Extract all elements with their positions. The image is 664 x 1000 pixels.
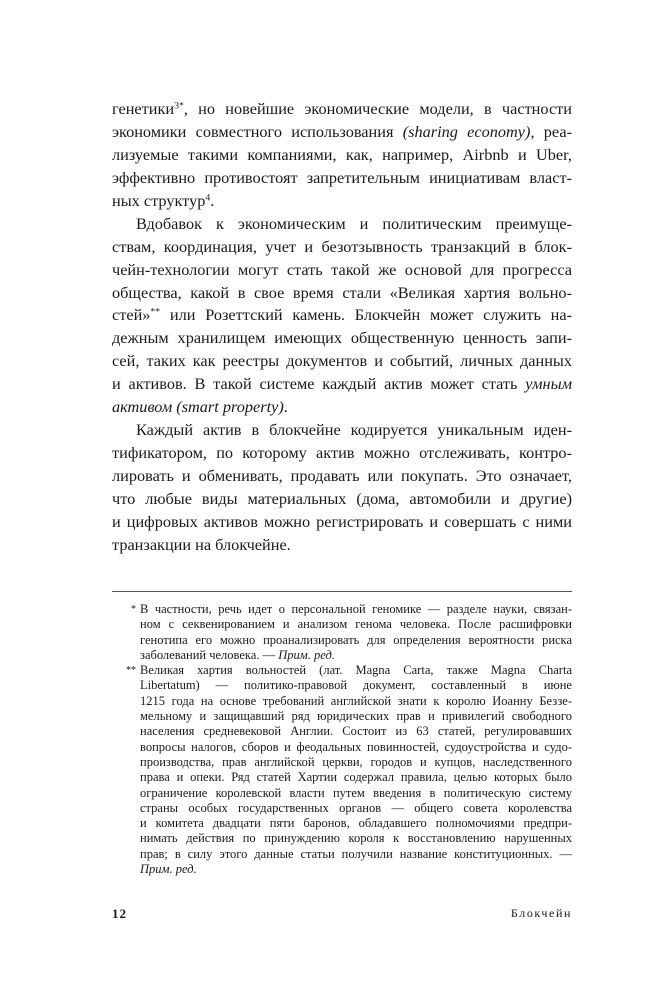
text-segment: лизуемые такими компаниями, как, например, Airbnb и Uber, bbox=[112, 144, 572, 164]
page-number: 12 bbox=[112, 906, 127, 921]
text-line bbox=[140, 663, 572, 678]
italic-text: умным bbox=[525, 374, 572, 394]
text-line bbox=[112, 534, 572, 557]
text-line bbox=[112, 350, 572, 373]
text-line bbox=[140, 617, 572, 632]
text-segment: Libertatum) — политико-правовой документ, составленный в июне bbox=[140, 678, 572, 693]
text-line bbox=[112, 373, 572, 396]
text-line bbox=[112, 167, 572, 190]
footnote bbox=[126, 663, 572, 877]
text-line bbox=[140, 786, 572, 801]
text-segment: генетики bbox=[112, 99, 175, 118]
text-line bbox=[112, 190, 572, 213]
text-segment: прав; в силу этого данные статьи получили название конституционных. — bbox=[140, 846, 572, 861]
text-line bbox=[112, 213, 572, 236]
text-segment: Вдобавок к экономическим и политическим преимуще- bbox=[136, 213, 572, 233]
footnote-mark: * bbox=[131, 604, 136, 615]
text-line bbox=[140, 816, 572, 831]
text-segment: тификатором, по которому актив можно отслеживать, контро- bbox=[112, 443, 572, 463]
footnote-reference: 4 bbox=[205, 192, 211, 204]
text-line bbox=[112, 304, 572, 327]
paragraph bbox=[112, 213, 572, 419]
text-segment: нимать действия по принуждению короля к восстановлению нарушенных bbox=[140, 831, 572, 846]
text-line bbox=[140, 709, 572, 724]
text-line bbox=[112, 121, 572, 144]
text-segment: сей, таких как реестры документов и событий, личных данных bbox=[112, 351, 572, 371]
text-line bbox=[140, 847, 572, 862]
text-segment: , реа- bbox=[530, 121, 572, 141]
italic-text: Прим. ред. bbox=[140, 862, 197, 877]
footnote-mark: ** bbox=[126, 665, 136, 677]
text-segment: ных структур bbox=[112, 190, 206, 210]
italic-text: (sharing economy) bbox=[402, 121, 531, 141]
footnotes bbox=[126, 602, 572, 877]
text-segment: права и опеки. Ряд статей Хартии содержал правила, целью которых было bbox=[140, 770, 572, 785]
text-segment: ствам, координация, учет и безотзывность транзакций в блок- bbox=[112, 236, 572, 256]
text-line bbox=[112, 144, 572, 167]
footnote-reference: 3* bbox=[174, 100, 184, 112]
text-segment: Каждый актив в блокчейне кодируется уникальным иден- bbox=[136, 420, 572, 440]
text-segment: ном с секвенированием и анализом генома человека. После расшифровки bbox=[140, 617, 572, 632]
paragraph bbox=[112, 98, 572, 213]
text-line bbox=[140, 633, 572, 648]
text-line bbox=[140, 602, 572, 617]
text-segment: . bbox=[210, 190, 215, 210]
text-line bbox=[112, 282, 572, 305]
text-segment: или Розеттский камень. Блокчейн может служить на- bbox=[160, 305, 572, 325]
running-title: Блокчейн bbox=[510, 906, 572, 920]
text-segment: общества, какой в свое время стали «Великая хартия вольно- bbox=[112, 282, 572, 302]
text-line bbox=[112, 465, 572, 488]
text-line bbox=[140, 831, 572, 846]
text-segment: и комитета двадцати пяти баронов, обладавшего полномочиями предпри- bbox=[140, 816, 572, 831]
text-segment: . bbox=[283, 397, 288, 417]
text-segment: заболеваний человека. — bbox=[140, 647, 279, 662]
text-segment: страны особых государственных органов — общего совета королевства bbox=[140, 800, 572, 815]
text-segment: , но новейшие экономические модели, в частности bbox=[183, 99, 572, 118]
text-line bbox=[112, 442, 572, 465]
italic-text: Прим. ред. bbox=[278, 647, 335, 662]
text-segment: В частности, речь идет о персональной геномике — разделе науки, связан- bbox=[140, 602, 572, 616]
text-line bbox=[140, 801, 572, 816]
text-segment: вопросы налогов, сборов и феодальных повинностей, судоустройства и судо- bbox=[140, 739, 572, 754]
text-line bbox=[112, 259, 572, 282]
text-segment: производства, прав английской церкви, городов и купцов, наследственного bbox=[140, 754, 572, 769]
text-line bbox=[140, 724, 572, 739]
text-segment: что любые виды материальных (дома, автомобили и другие) bbox=[112, 488, 572, 508]
text-segment: 1215 года на основе требований английской знати к королю Иоанну Беззе- bbox=[140, 693, 572, 708]
text-line bbox=[112, 98, 572, 121]
text-segment: и активов. В такой системе каждый актив может стать bbox=[112, 374, 526, 394]
text-segment: ограничение королевской власти путем введения в политическую систему bbox=[140, 785, 572, 800]
text-segment: дежным хранилищем имеющих общественную ценность запи- bbox=[112, 328, 572, 348]
text-line bbox=[112, 327, 572, 350]
text-segment: лировать и обменивать, продавать или покупать. Это означает, bbox=[112, 466, 572, 485]
text-line bbox=[112, 488, 572, 511]
text-line bbox=[140, 678, 572, 693]
text-segment: экономики совместного использования bbox=[112, 121, 403, 141]
footnote-divider bbox=[112, 591, 572, 592]
text-segment: населения средневековой Англии. Состоит из 63 статей, регулировавших bbox=[140, 724, 572, 739]
footnote-reference: ** bbox=[150, 307, 161, 319]
text-segment: мельному и защищавший ряд юридических прав и привилегий свободного bbox=[140, 709, 572, 724]
text-line bbox=[140, 740, 572, 755]
text-segment: транзакции на блокчейне. bbox=[112, 534, 291, 554]
text-line bbox=[112, 396, 572, 419]
text-line bbox=[112, 419, 572, 442]
italic-text: активом (smart property) bbox=[112, 397, 284, 417]
text-line bbox=[140, 648, 572, 663]
text-segment: стей» bbox=[112, 305, 151, 325]
text-segment: Великая хартия вольностей (лат. Magna Carta, также Magna Charta bbox=[140, 663, 572, 678]
text-line bbox=[140, 755, 572, 770]
text-line bbox=[140, 770, 572, 785]
main-text bbox=[112, 98, 572, 557]
text-segment: генотипа его можно проанализировать для определения вероятности риска bbox=[140, 632, 572, 647]
text-line bbox=[140, 694, 572, 709]
text-line bbox=[112, 511, 572, 534]
text-segment: эффективно противостоят запретительным инициативам власт- bbox=[112, 167, 572, 187]
text-segment: и цифровых активов можно регистрировать и совершать с ними bbox=[112, 511, 572, 531]
footnote bbox=[131, 602, 572, 663]
text-line bbox=[112, 236, 572, 259]
text-line bbox=[140, 862, 572, 877]
text-segment: чейн-технологии могут стать такой же основой для прогресса bbox=[112, 259, 572, 279]
paragraph bbox=[112, 419, 572, 557]
